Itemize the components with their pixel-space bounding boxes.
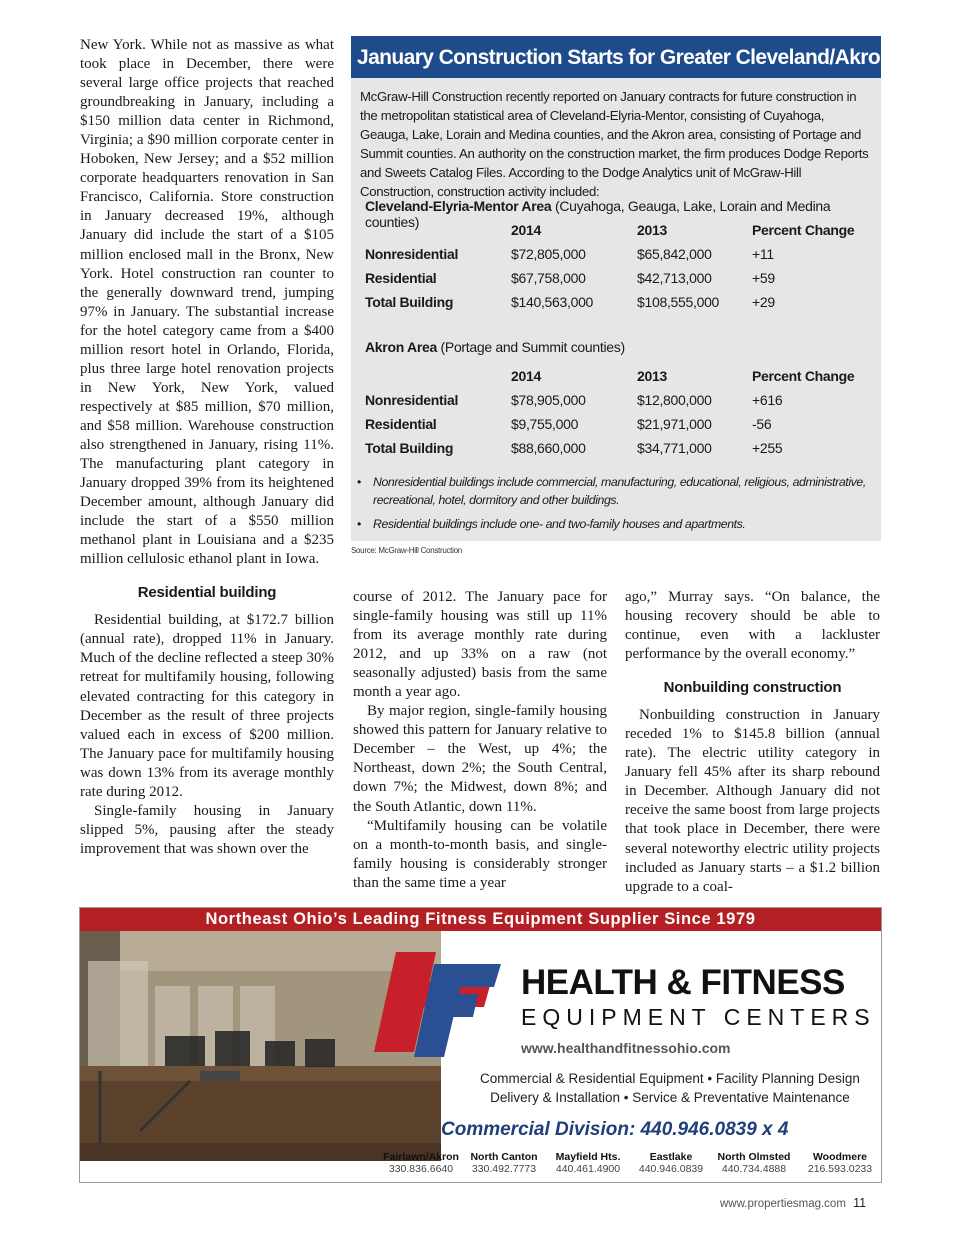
stats-row xyxy=(351,436,881,460)
footer-site-link[interactable]: www.propertiesmag.com xyxy=(720,1198,846,1210)
ad-services: Commercial & Residential Equipment • Facility Planning Design xyxy=(480,1071,860,1086)
section-heading-nonbuilding: Nonbuilding construction xyxy=(663,679,842,697)
value-2013: $34,771,000 xyxy=(637,440,712,456)
stats-row xyxy=(351,388,881,412)
sidebar-source: Source: McGraw-Hill Construction xyxy=(351,546,462,555)
value-2013: $108,555,000 xyxy=(637,294,720,310)
sidebar-title: January Construction Starts for Greater Cleveland/Akron Areas xyxy=(351,36,881,78)
article-paragraph: ago,” Murray says. “On balance, the housing recovery should be able to continue, even with a lackluster performance by the overall economy.” xyxy=(625,589,880,663)
article-column-1 xyxy=(80,36,334,859)
article-column-3 xyxy=(625,588,880,897)
article-paragraph: “Multifamily housing can be volatile on a month-to-month basis, and single-family housing is considerably stronger than the same time a year xyxy=(353,817,607,891)
bullet-icon: • xyxy=(357,475,361,489)
location-eastlake xyxy=(633,1151,709,1175)
percent-change: -56 xyxy=(752,416,772,432)
row-label: Residential xyxy=(365,270,437,286)
location-name: Mayfield Hts. xyxy=(555,1151,621,1163)
location-name: North Canton xyxy=(470,1151,538,1163)
sidebar-intro: McGraw-Hill Construction recently reported on January contracts for future construction in the metropolitan statistical area of Cleveland-Elyria-Mentor, consisting of Cuyahoga, Geauga, Lake, Lorain and Medina counties, and the Akron area, consisting of Portage and Summit counties. An authority on the construction market, the firm produces Dodge Reports and Sweets Catalog Files. According to the Dodge Analytics unit of McGraw-Hill Construction, construction activity included: xyxy=(360,89,869,199)
article-paragraph: course of 2012. The January pace for single-family housing was still up 11% from its average monthly rate during 2012, and up 33% on a raw (not seasonally adjusted) basis from the same month a year ago. xyxy=(353,589,607,701)
fitness-advertisement[interactable] xyxy=(79,907,882,1183)
value-2013: $42,713,000 xyxy=(637,270,712,286)
region-counties: (Portage and Summit counties) xyxy=(440,339,625,355)
stats-table-akron xyxy=(351,364,881,460)
article-paragraph: Single-family housing in January slipped 5%, pausing after the steady improvement that was shown over the xyxy=(80,802,334,857)
brand-subtitle: EQUIPMENT CENTERS xyxy=(521,1004,876,1030)
hf-logo-icon xyxy=(356,942,506,1062)
region-title-akron xyxy=(351,339,625,355)
stats-header-row xyxy=(351,218,881,242)
stats-row xyxy=(351,266,881,290)
column-header: 2013 xyxy=(637,368,667,384)
location-name: Eastlake xyxy=(649,1151,693,1163)
region-name: Akron Area xyxy=(365,339,437,355)
column-header: 2014 xyxy=(511,368,541,384)
location-phone: 440.734.4888 xyxy=(721,1163,787,1175)
section-heading-residential: Residential building xyxy=(137,584,277,602)
column-header: 2013 xyxy=(637,222,667,238)
sidebar-notes xyxy=(351,473,881,539)
stats-row xyxy=(351,412,881,436)
location-fairlawn xyxy=(378,1151,464,1175)
ad-banner: Northeast Ohio’s Leading Fitness Equipment Supplier Since 1979 xyxy=(80,908,881,931)
note-text: Nonresidential buildings include commercial, manufacturing, educational, religious, administrative, recreational, hotel, dormitory and other buildings. xyxy=(373,475,866,507)
article-paragraph: Nonbuilding construction in January receded 1% to $145.8 billion (annual rate). The electric utility category in January fell 45% after its sharp rebound in December. Although January did not receive the same boost from large projects that took place in December, there were several noteworthy electric utility projects included as January starts – a $1.2 billion upgrade to a coal- xyxy=(625,707,880,895)
ad-commercial-phone: Commercial Division: 440.946.0839 x 4 xyxy=(441,1119,789,1140)
location-phone: 330.836.6640 xyxy=(388,1163,454,1175)
article-paragraph: New York. While not as massive as what took place in December, there were several large office projects that reached groundbreaking in January, including a $150 million data center in Richmond, Virginia; a $90 million corporate center in Hoboken, New Jersey; and a $52 million corporate headquarters renovation in San Francisco, California. Store construction in January decreased 19%, although January did include the start of a $105 million enclosed mall in the Bronx, New York. Hotel construction ran counter to the generally downward trend, jumping 97% in January. The substantial increase for the hotel category came from a $400 million resort hotel in Orlando, Florida, plus three large hotel renovation projects in New York, New York, valued respectively at $85 million, $70 million, and $58 million. Warehouse construction also strengthened in January, rising 11%. The manufacturing plant category in January dropped 39% from its heightened December amount, although January did include the start of a $550 million methanol plant in Louisiana and a $235 million cellulosic ethanol plant in Iowa. xyxy=(80,37,334,568)
location-name: North Olmsted xyxy=(717,1151,791,1163)
bullet-icon: • xyxy=(357,517,361,531)
percent-change: +11 xyxy=(752,246,774,262)
location-name: Fairlawn/Akron xyxy=(383,1151,459,1163)
percent-change: +59 xyxy=(752,270,775,286)
region-counties: (Cuyahoga, Geauga, Lake, Lorain and Medina counties) xyxy=(365,198,831,230)
page-footer xyxy=(720,1196,866,1210)
column-header: 2014 xyxy=(511,222,541,238)
value-2014: $88,660,000 xyxy=(511,440,586,456)
location-north-olmsted xyxy=(712,1151,796,1175)
column-header: Percent Change xyxy=(752,368,855,384)
value-2013: $21,971,000 xyxy=(637,416,712,432)
row-label: Total Building xyxy=(365,294,454,310)
location-phone: 216.593.0233 xyxy=(807,1163,873,1175)
location-mayfield xyxy=(548,1151,628,1175)
value-2014: $140,563,000 xyxy=(511,294,594,310)
row-label: Nonresidential xyxy=(365,392,459,408)
percent-change: +255 xyxy=(752,440,783,456)
article-column-2 xyxy=(353,588,607,893)
note-text: Residential buildings include one- and two-family houses and apartments. xyxy=(373,517,746,531)
row-label: Total Building xyxy=(365,440,454,456)
ad-services: Delivery & Installation • Service & Preventative Maintenance xyxy=(490,1090,850,1105)
stats-row xyxy=(351,290,881,314)
region-name: Cleveland-Elyria-Mentor Area xyxy=(365,198,552,214)
article-paragraph: By major region, single-family housing showed this pattern for January relative to December – the West, up 4%; the Northeast, down 2%; the South Central, down 7%; the Midwest, down 8%; and the South Atlantic, down 11%. xyxy=(353,703,607,815)
percent-change: +616 xyxy=(752,392,783,408)
location-name: Woodmere xyxy=(812,1151,868,1163)
value-2014: $9,755,000 xyxy=(511,416,579,432)
value-2014: $78,905,000 xyxy=(511,392,586,408)
column-header: Percent Change xyxy=(752,222,855,238)
ad-website-link[interactable]: www.healthandfitnessohio.com xyxy=(521,1040,731,1056)
value-2014: $67,758,000 xyxy=(511,270,586,286)
location-north-canton xyxy=(465,1151,543,1175)
stats-table-cleveland xyxy=(351,218,881,314)
location-woodmere xyxy=(802,1151,878,1175)
note-item xyxy=(351,515,881,533)
stats-row xyxy=(351,242,881,266)
construction-starts-sidebar xyxy=(351,36,953,541)
stats-header-row xyxy=(351,364,881,388)
value-2013: $12,800,000 xyxy=(637,392,712,408)
row-label: Residential xyxy=(365,416,437,432)
page-number: 11 xyxy=(853,1196,867,1210)
brand-name: HEALTH & FITNESS xyxy=(521,963,845,1002)
article-paragraph: Residential building, at $172.7 billion (annual rate), dropped 11% in January. Much of the decline reflected a steep 30% retreat for multifamily housing, following elevated contracting for this category in December as the result of three projects valued each in excess of $200 million. The January pace for multifamily housing was down 13% from its average monthly rate during 2012. xyxy=(80,612,334,800)
note-item xyxy=(351,473,881,509)
location-phone: 440.946.0839 xyxy=(638,1163,704,1175)
value-2014: $72,805,000 xyxy=(511,246,586,262)
location-phone: 330.492.7773 xyxy=(471,1163,537,1175)
percent-change: +29 xyxy=(752,294,775,310)
location-phone: 440.461.4900 xyxy=(555,1163,621,1175)
row-label: Nonresidential xyxy=(365,246,459,262)
value-2013: $65,842,000 xyxy=(637,246,712,262)
